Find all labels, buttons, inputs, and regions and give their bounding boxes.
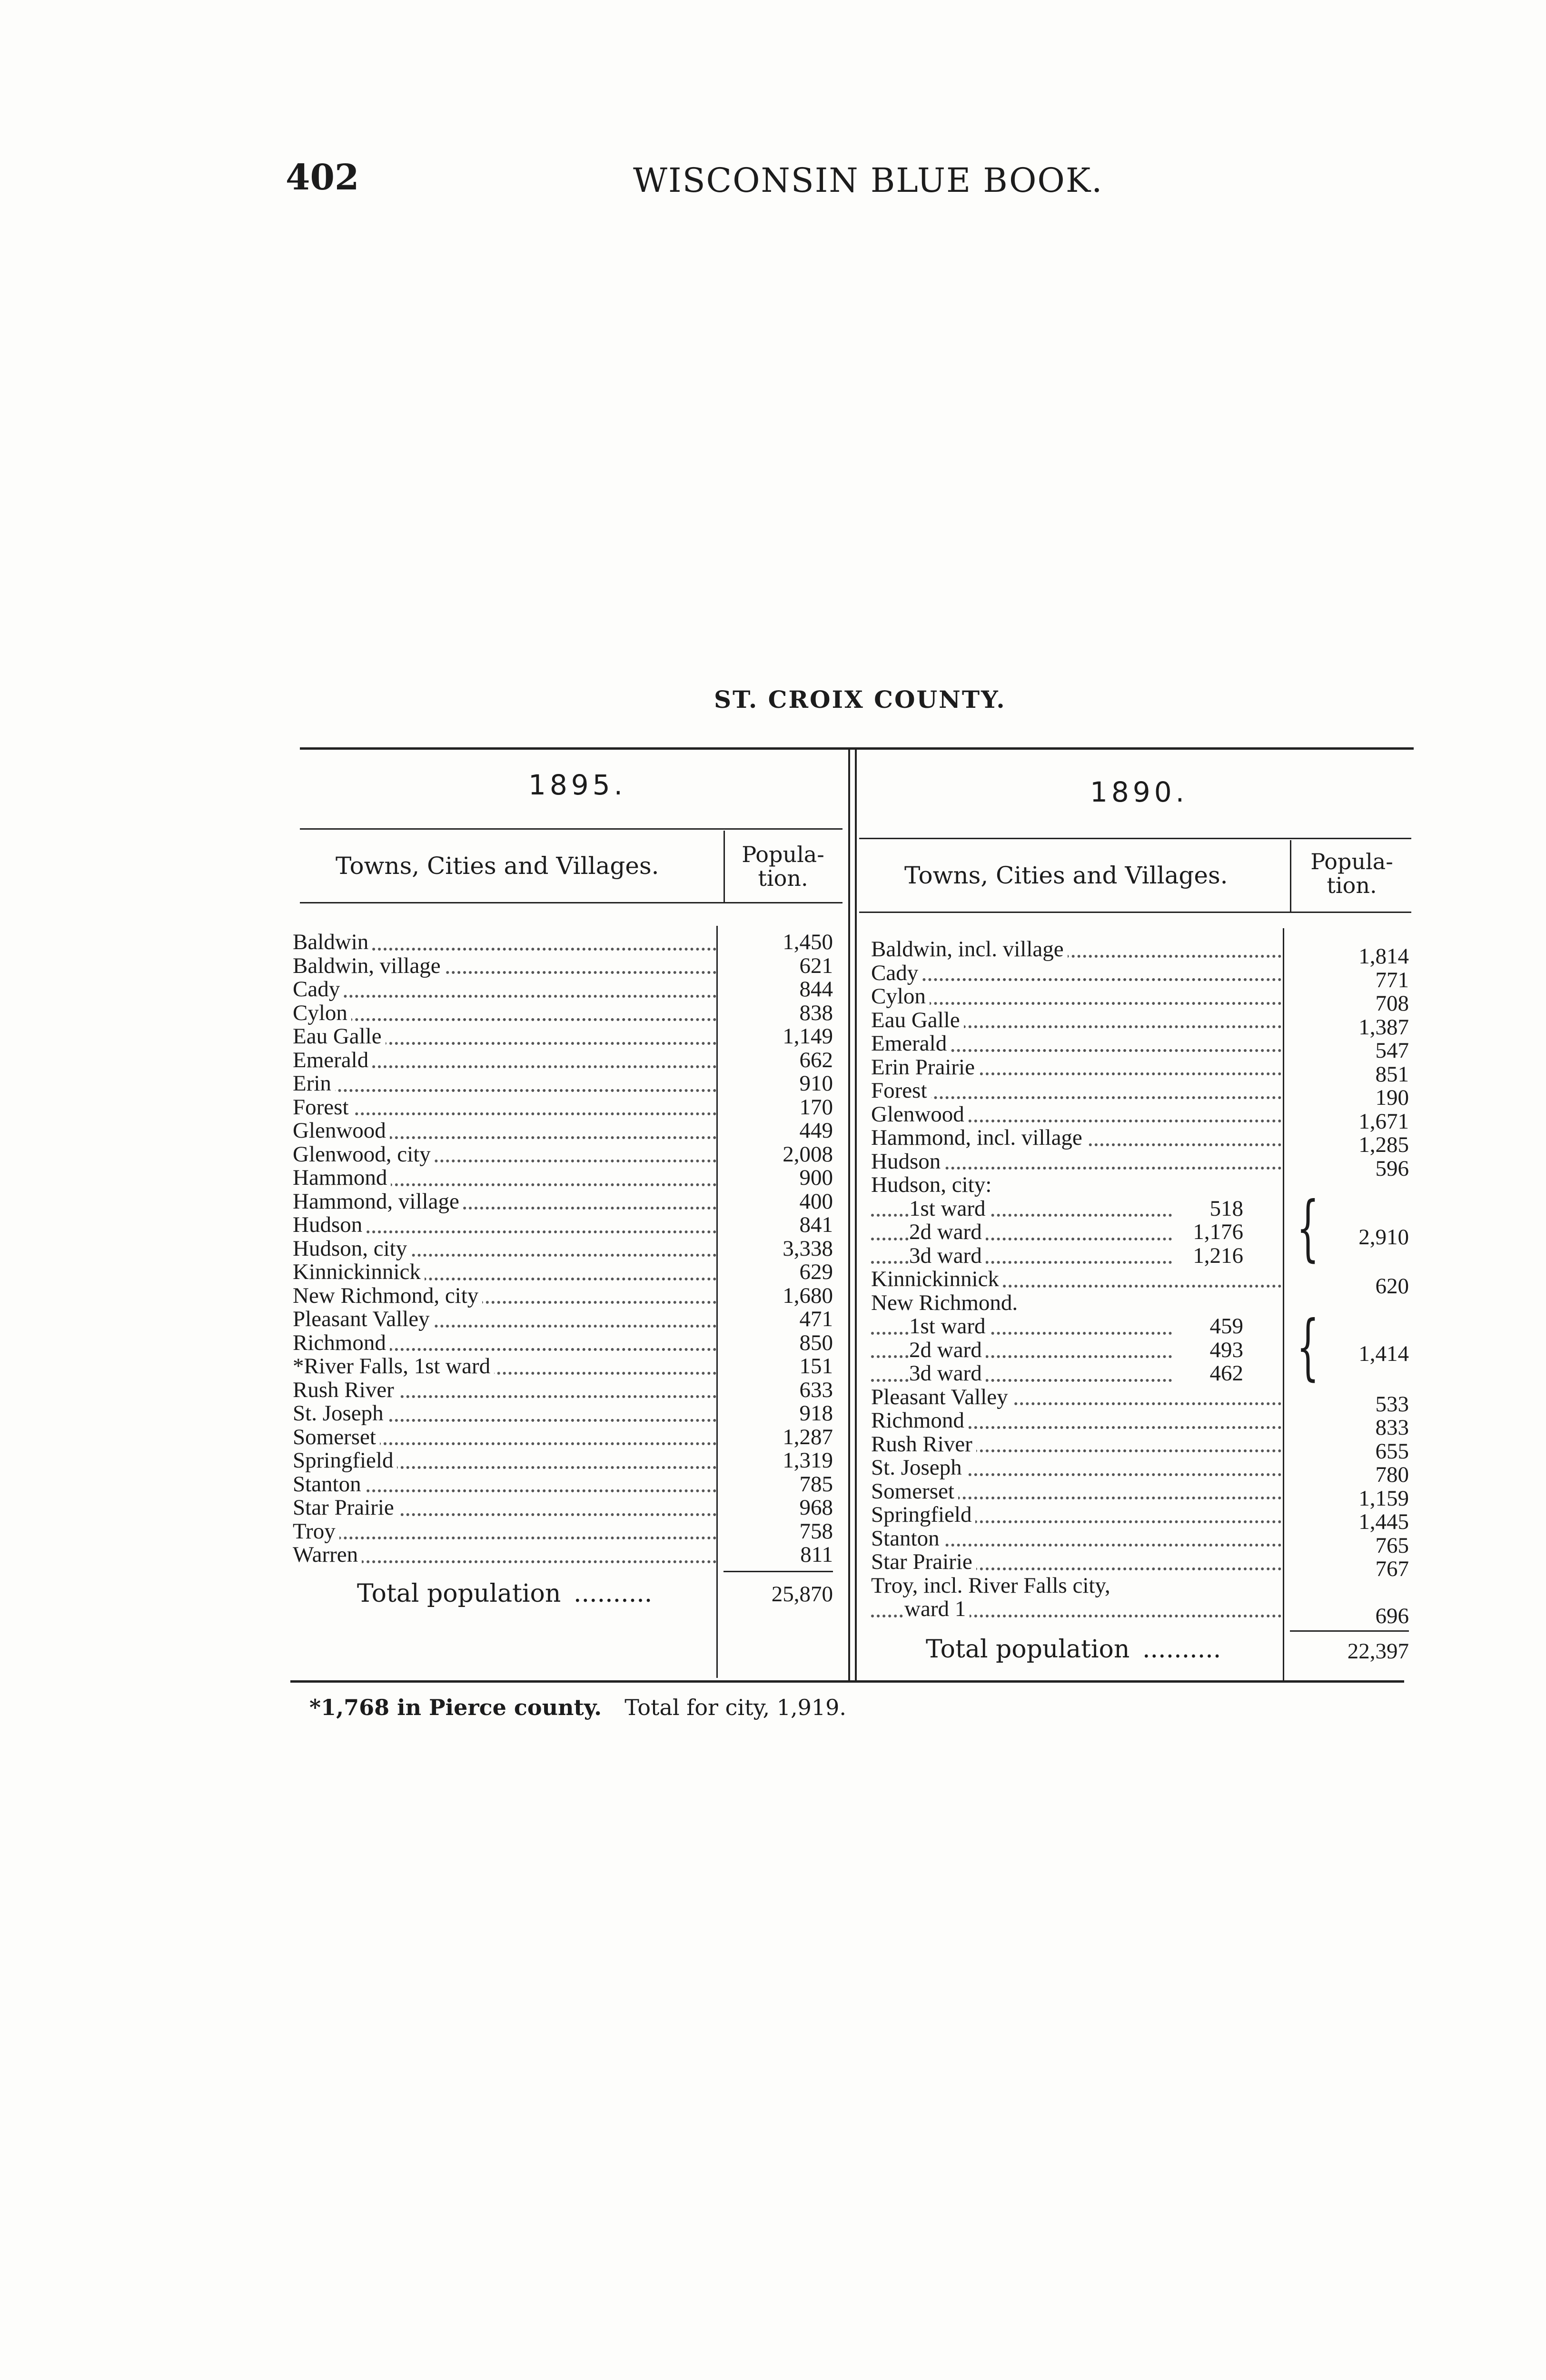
leader-dots (871, 978, 1281, 981)
ward-label: 1st ward (909, 1315, 990, 1339)
footnote-bold: *1,768 in Pierce county. (309, 1695, 602, 1720)
list-item (871, 1150, 1281, 1174)
list-item (293, 1378, 716, 1402)
list-item (871, 1433, 1281, 1457)
list-item (293, 1213, 716, 1237)
year-1890: 1890. (1090, 776, 1189, 808)
leader-dots (871, 1096, 1281, 1099)
rule-1895-body-sep (716, 926, 718, 1678)
row-label: Richmond (871, 1409, 968, 1433)
hudson-city-total: 2,910 (1358, 1225, 1409, 1250)
row-label: Baldwin (293, 931, 372, 954)
list-item (293, 1284, 716, 1308)
footnote-rest: Total for city, 1,919. (624, 1695, 847, 1720)
row-label: Erin (293, 1072, 335, 1096)
population-value: 780 (1375, 1462, 1409, 1487)
population-value: 547 (1375, 1038, 1409, 1063)
center-double-rule-a (848, 748, 850, 1681)
ward-value: 518 (1207, 1197, 1244, 1221)
row-label: Emerald (293, 1049, 372, 1072)
ward-row (871, 1197, 1281, 1221)
row-label: Glenwood, city (293, 1143, 435, 1167)
row-label: Springfield (293, 1449, 397, 1473)
population-value: 833 (1375, 1415, 1409, 1440)
list-item (871, 1009, 1281, 1032)
list-item (293, 1496, 716, 1520)
population-value: 696 (1375, 1604, 1409, 1628)
leader-dots (871, 1002, 1281, 1005)
pop-head-1890-line2: tion. (1327, 873, 1377, 898)
pop-head-1895-line1: Popula- (742, 842, 824, 867)
population-value: 170 (799, 1094, 833, 1120)
rule-1895-pop-sep (723, 831, 725, 902)
population-value: 621 (799, 953, 833, 978)
list-item (293, 931, 716, 954)
population-value: 1,285 (1358, 1132, 1409, 1157)
row-label: Rush River (293, 1378, 398, 1402)
row-label: Cady (871, 962, 922, 985)
population-value: 1,450 (783, 930, 833, 954)
ward-label: 3d ward (909, 1244, 986, 1268)
list-item (293, 1049, 716, 1072)
list-item (293, 1143, 716, 1167)
list-item (871, 1079, 1281, 1103)
row-label: Hudson (871, 1150, 944, 1174)
row-label: Star Prairie (871, 1550, 976, 1574)
ward-label: 1st ward (909, 1197, 990, 1221)
footnote (309, 1695, 846, 1720)
leader-dots (293, 1537, 716, 1539)
list-item (293, 1402, 716, 1426)
row-label: St. Joseph (871, 1456, 966, 1480)
list-item (293, 1260, 716, 1284)
ward-row (871, 1362, 1281, 1386)
population-value: 1,287 (783, 1424, 833, 1449)
table-top-rule (300, 747, 1414, 750)
row-label: New Richmond, city (293, 1284, 482, 1308)
list-item (293, 1237, 716, 1261)
list-item (871, 1268, 1281, 1291)
list-item (871, 1409, 1281, 1433)
brace-hudson-city: { (1296, 1187, 1319, 1269)
population-value: 1,387 (1358, 1014, 1409, 1040)
running-title: WISCONSIN BLUE BOOK. (633, 161, 1103, 200)
row-label: Troy (293, 1520, 339, 1544)
ward-value: 462 (1207, 1362, 1244, 1386)
rule-1890-pop-sep (1290, 840, 1291, 912)
population-value: 850 (799, 1330, 833, 1355)
list-item (871, 1480, 1281, 1504)
population-value: 767 (1375, 1557, 1409, 1581)
row-label: Glenwood (871, 1103, 968, 1127)
center-double-rule-b (855, 748, 857, 1681)
list-item (871, 1056, 1281, 1080)
population-value: 190 (1375, 1085, 1409, 1110)
list-item (293, 1355, 716, 1378)
ward-value: 493 (1207, 1339, 1244, 1362)
rule-1890-total (1290, 1630, 1409, 1632)
list-item (293, 1119, 716, 1143)
list-item (871, 1126, 1281, 1150)
row-label: Somerset (871, 1480, 958, 1504)
row-label: ward 1 (904, 1597, 970, 1621)
population-value: 1,149 (783, 1024, 833, 1049)
list-item (293, 1449, 716, 1473)
new-richmond-total: 1,414 (1358, 1341, 1409, 1366)
ward-row (871, 1244, 1281, 1268)
rule-1890-body-sep (1283, 928, 1284, 1680)
list-item (871, 1032, 1281, 1056)
pop-head-1890-line1: Popula- (1310, 849, 1393, 874)
list-item (871, 1103, 1281, 1127)
row-label: Hammond, incl. village (871, 1126, 1086, 1150)
row-label: Emerald (871, 1032, 951, 1056)
population-value (1295, 1581, 1409, 1605)
list-item (293, 1096, 716, 1120)
list-item (871, 1597, 1281, 1621)
table-bottom-rule (290, 1680, 1404, 1683)
population-value: 449 (799, 1118, 833, 1143)
population-value: 841 (799, 1212, 833, 1237)
row-label: Forest (293, 1096, 353, 1120)
row-label: Cylon (293, 1002, 351, 1025)
page-number: 402 (286, 157, 359, 198)
leader-dots (293, 1089, 716, 1092)
list-item (293, 1331, 716, 1355)
row-label: Hudson, city (293, 1237, 411, 1261)
row-label: Kinnickinnick (293, 1260, 425, 1284)
population-value: 662 (799, 1047, 833, 1072)
names-1890 (871, 938, 1281, 1621)
ward-label: 2d ward (909, 1339, 986, 1362)
list-item (293, 1025, 716, 1049)
list-item (293, 1543, 716, 1567)
leader-dots (293, 995, 716, 998)
leader-dots (293, 1112, 716, 1115)
pop-head-1895-line2: tion. (758, 865, 808, 891)
row-label: Hammond (293, 1166, 391, 1190)
population-value: 620 (1375, 1274, 1409, 1299)
population-value: 1,159 (1358, 1486, 1409, 1511)
total-dots-1895: .......... (574, 1579, 653, 1608)
row-label: Erin Prairie (871, 1056, 979, 1080)
rule-1895-total (723, 1571, 833, 1572)
row-label: Rush River (871, 1433, 976, 1457)
population-value: 968 (799, 1495, 833, 1520)
row-label: Cylon (871, 985, 930, 1009)
list-item (293, 1072, 716, 1096)
list-heading: Troy, incl. River Falls city, (871, 1574, 1110, 1597)
ward-value: 1,176 (1190, 1220, 1243, 1244)
population-value: 1,680 (783, 1283, 833, 1308)
leader-dots (293, 1018, 716, 1021)
col-name-1895: Towns, Cities and Villages. (336, 852, 659, 880)
population-value: 655 (1375, 1438, 1409, 1464)
list-item (293, 1520, 716, 1544)
list-item (871, 1527, 1281, 1551)
population-value: 629 (799, 1259, 833, 1284)
row-label: Stanton (293, 1473, 365, 1497)
row-label: Baldwin, village (293, 954, 445, 978)
population-value: 844 (799, 977, 833, 1002)
rule-1895-header-bottom (300, 902, 842, 903)
list-item (293, 1473, 716, 1497)
row-label: Pleasant Valley (871, 1386, 1012, 1409)
population-value: 3,338 (783, 1236, 833, 1261)
list-item (871, 1503, 1281, 1527)
population-value: 1,814 (1358, 944, 1409, 969)
total-label-1895: Total population (357, 1579, 561, 1608)
brace-new-richmond: { (1296, 1306, 1319, 1388)
row-label: Cady (293, 978, 344, 1002)
population-value: 765 (1375, 1533, 1409, 1558)
row-label: Richmond (293, 1331, 390, 1355)
list-item (871, 1386, 1281, 1409)
list-item (871, 938, 1281, 962)
ward-label: 3d ward (909, 1362, 986, 1386)
population-value: 851 (1375, 1061, 1409, 1087)
row-label: Stanton (871, 1527, 943, 1551)
population-value: 771 (1375, 967, 1409, 992)
rule-1890-year (859, 838, 1411, 839)
population-value: 900 (799, 1165, 833, 1190)
row-label: Springfield (871, 1503, 975, 1527)
pop-head-1895 (728, 843, 838, 890)
row-label: Star Prairie (293, 1496, 398, 1520)
list-item (871, 962, 1281, 985)
ward-label: 2d ward (909, 1220, 986, 1244)
population-value: 1,319 (783, 1448, 833, 1473)
names-1895 (293, 931, 716, 1567)
row-label: *River Falls, 1st ward (293, 1355, 494, 1378)
population-value: 918 (799, 1401, 833, 1426)
population-value: 708 (1375, 991, 1409, 1016)
county-title: ST. CROIX COUNTY. (714, 685, 1006, 714)
list-item (871, 985, 1281, 1009)
population-value: 471 (799, 1307, 833, 1331)
row-label: Hammond, village (293, 1190, 463, 1214)
row-label: Eau Galle (293, 1025, 386, 1049)
row-label: Somerset (293, 1426, 380, 1449)
population-value: 151 (799, 1354, 833, 1378)
population-value: 811 (800, 1542, 833, 1567)
rule-1890-header-bottom (859, 912, 1411, 913)
population-value: 838 (799, 1000, 833, 1025)
col-name-1890: Towns, Cities and Villages. (904, 862, 1228, 889)
ward-row (871, 1220, 1281, 1244)
population-value: 1,671 (1358, 1109, 1409, 1134)
population-value: 910 (799, 1071, 833, 1096)
list-item (293, 1190, 716, 1214)
population-value: 400 (799, 1189, 833, 1214)
row-label: Eau Galle (871, 1009, 964, 1032)
population-value: 758 (799, 1518, 833, 1544)
list-item (293, 954, 716, 978)
population-value: 2,008 (783, 1141, 833, 1167)
ward-row (871, 1339, 1281, 1362)
year-1895: 1895. (528, 769, 627, 801)
row-label: Forest (871, 1079, 931, 1103)
list-item (871, 1456, 1281, 1480)
rule-1895-year (300, 828, 842, 830)
population-value: 596 (1375, 1156, 1409, 1181)
population-value: 1,445 (1358, 1509, 1409, 1534)
row-label: Glenwood (293, 1119, 390, 1143)
values-1890 (1295, 945, 1409, 1628)
population-value: 785 (799, 1471, 833, 1497)
values-1895 (723, 931, 833, 1567)
population-value: 633 (799, 1377, 833, 1402)
ward-value: 1,216 (1190, 1244, 1243, 1268)
total-dots-1890: .......... (1142, 1635, 1221, 1664)
list-item (871, 1550, 1281, 1574)
ward-row (871, 1315, 1281, 1339)
total-value-1895: 25,870 (771, 1582, 833, 1606)
total-value-1890: 22,397 (1347, 1639, 1409, 1664)
row-label: Baldwin, incl. village (871, 938, 1068, 962)
list-item (293, 978, 716, 1002)
list-item (293, 1308, 716, 1331)
list-heading: Hudson, city: (871, 1173, 992, 1197)
row-label: Pleasant Valley (293, 1308, 434, 1331)
row-label: Kinnickinnick (871, 1268, 1003, 1291)
list-item (293, 1002, 716, 1025)
total-label-1890: Total population (926, 1635, 1130, 1664)
list-item (293, 1426, 716, 1449)
list-heading: New Richmond. (871, 1291, 1018, 1315)
population-value: 533 (1375, 1391, 1409, 1417)
row-label: Warren (293, 1543, 362, 1567)
ward-value: 459 (1207, 1315, 1244, 1339)
row-label: St. Joseph (293, 1402, 387, 1426)
pop-head-1890 (1295, 850, 1409, 897)
row-label: Hudson (293, 1213, 366, 1237)
list-item (293, 1166, 716, 1190)
